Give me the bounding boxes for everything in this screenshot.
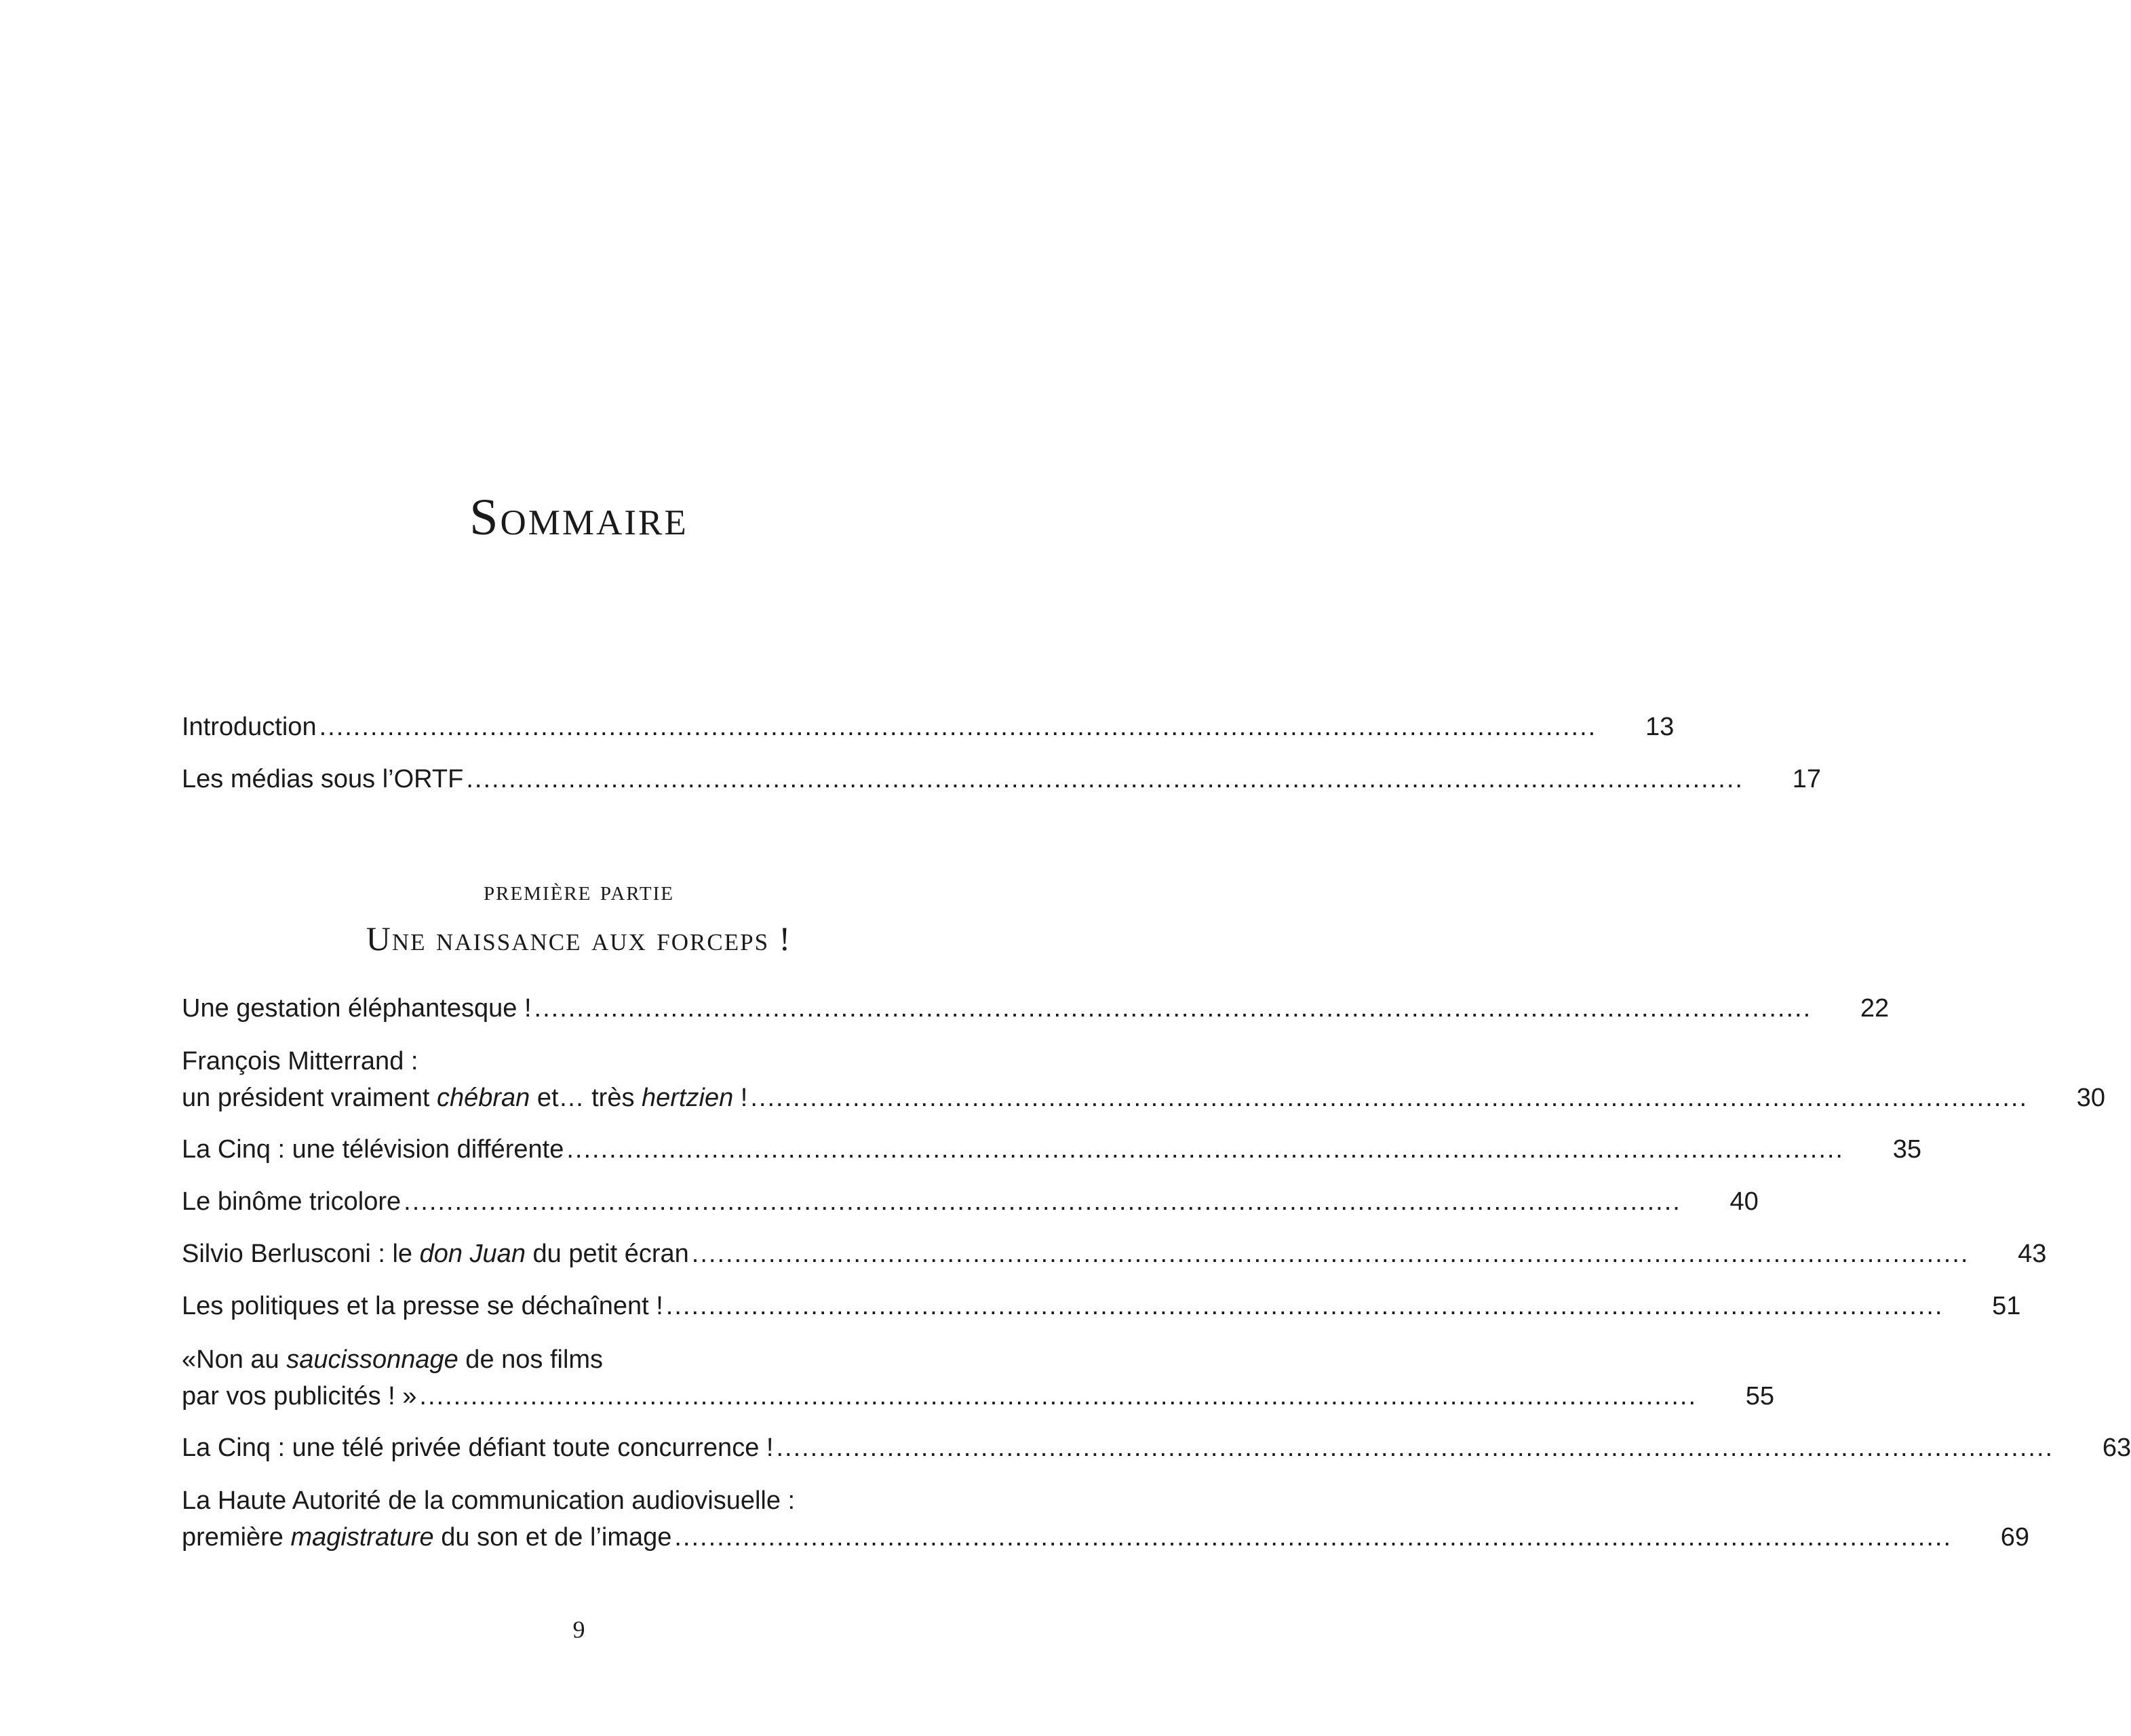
toc-entry-text-line2: première magistrature du son et de l’image (182, 1523, 672, 1552)
toc-entry-text-line1: «Non au saucissonnage de nos films (182, 1345, 604, 1374)
page-title: Sommaire (469, 489, 688, 546)
leader-dots: ...................................................................................................................................................... (750, 1084, 2029, 1112)
leader-dots: ...................................................................................................................................................... (534, 994, 1812, 1023)
toc-page-number: 40 (1729, 1187, 1759, 1216)
toc-page-number: 13 (1645, 713, 1675, 741)
toc-page-number: 22 (1860, 994, 1890, 1023)
toc-entry-introduction[interactable] (182, 709, 1675, 745)
toc-entry-cinq-differente[interactable] (182, 1131, 1921, 1168)
toc-entry-cinq-concurrence[interactable] (182, 1429, 2131, 1466)
leader-dots: ...................................................................................................................................................... (466, 765, 1744, 793)
toc-entry-haute-autorite[interactable] (182, 1482, 2030, 1556)
toc-entry-text: Les politiques et la presse se déchaînent ! (182, 1292, 663, 1320)
part-label: première partie (484, 875, 674, 907)
toc-page-number: 55 (1745, 1382, 1775, 1410)
toc-page-number: 17 (1792, 765, 1821, 793)
toc-page-number: 69 (2000, 1523, 2030, 1552)
leader-dots: ...................................................................................................................................................... (691, 1240, 1970, 1268)
toc-page-number: 35 (1892, 1135, 1921, 1164)
leader-dots: ...................................................................................................................................................... (419, 1382, 1698, 1410)
toc-entry-saucissonnage[interactable] (182, 1341, 1775, 1415)
toc-page-number: 43 (2018, 1240, 2047, 1268)
leader-dots: ...................................................................................................................................................... (404, 1187, 1681, 1216)
toc-entry-text: Le binôme tricolore (182, 1187, 402, 1216)
toc-page-number: 30 (2076, 1084, 2106, 1112)
toc-entry-text: La Cinq : une télévision différente (182, 1135, 564, 1164)
toc-page-number: 63 (2102, 1434, 2131, 1462)
leader-dots: ...................................................................................................................................................... (665, 1292, 1944, 1320)
toc-entry-text: Silvio Berlusconi : le don Juan du petit écran (182, 1240, 689, 1268)
page-number-folio: 9 (572, 1616, 585, 1643)
toc-entry-text-line2: par vos publicités ! » (182, 1382, 417, 1410)
toc-entry-medias-ortf[interactable] (182, 761, 1821, 797)
toc-entry-gestation[interactable] (182, 990, 1890, 1027)
leader-dots: ...................................................................................................................................................... (566, 1135, 1844, 1164)
leader-dots: ...................................................................................................................................................... (319, 713, 1597, 741)
toc-entry-binome[interactable] (182, 1183, 1759, 1220)
leader-dots: ...................................................................................................................................................... (674, 1523, 1953, 1552)
toc-entry-berlusconi[interactable] (182, 1236, 2047, 1272)
toc-page-number: 51 (1992, 1292, 2021, 1320)
toc-entry-text: La Cinq : une télé privée défiant toute concurrence ! (182, 1434, 774, 1462)
toc-entry-politiques[interactable] (182, 1288, 2021, 1324)
toc-entry-text: Les médias sous l’ORTF (182, 765, 464, 793)
toc-entry-mitterrand[interactable] (182, 1043, 2106, 1116)
toc-entry-text-line1: François Mitterrand : (182, 1047, 418, 1076)
leader-dots: ...................................................................................................................................................... (776, 1434, 2054, 1462)
toc-entry-text: Une gestation éléphantesque ! (182, 994, 532, 1023)
toc-entry-text-line1: La Haute Autorité de la communication audiovisuelle : (182, 1486, 796, 1515)
part-title: Une naissance aux forceps ! (366, 920, 792, 958)
toc-entry-text-line2: un président vraiment chébran et… très hertzien ! (182, 1084, 748, 1112)
toc-entry-text: Introduction (182, 713, 317, 741)
